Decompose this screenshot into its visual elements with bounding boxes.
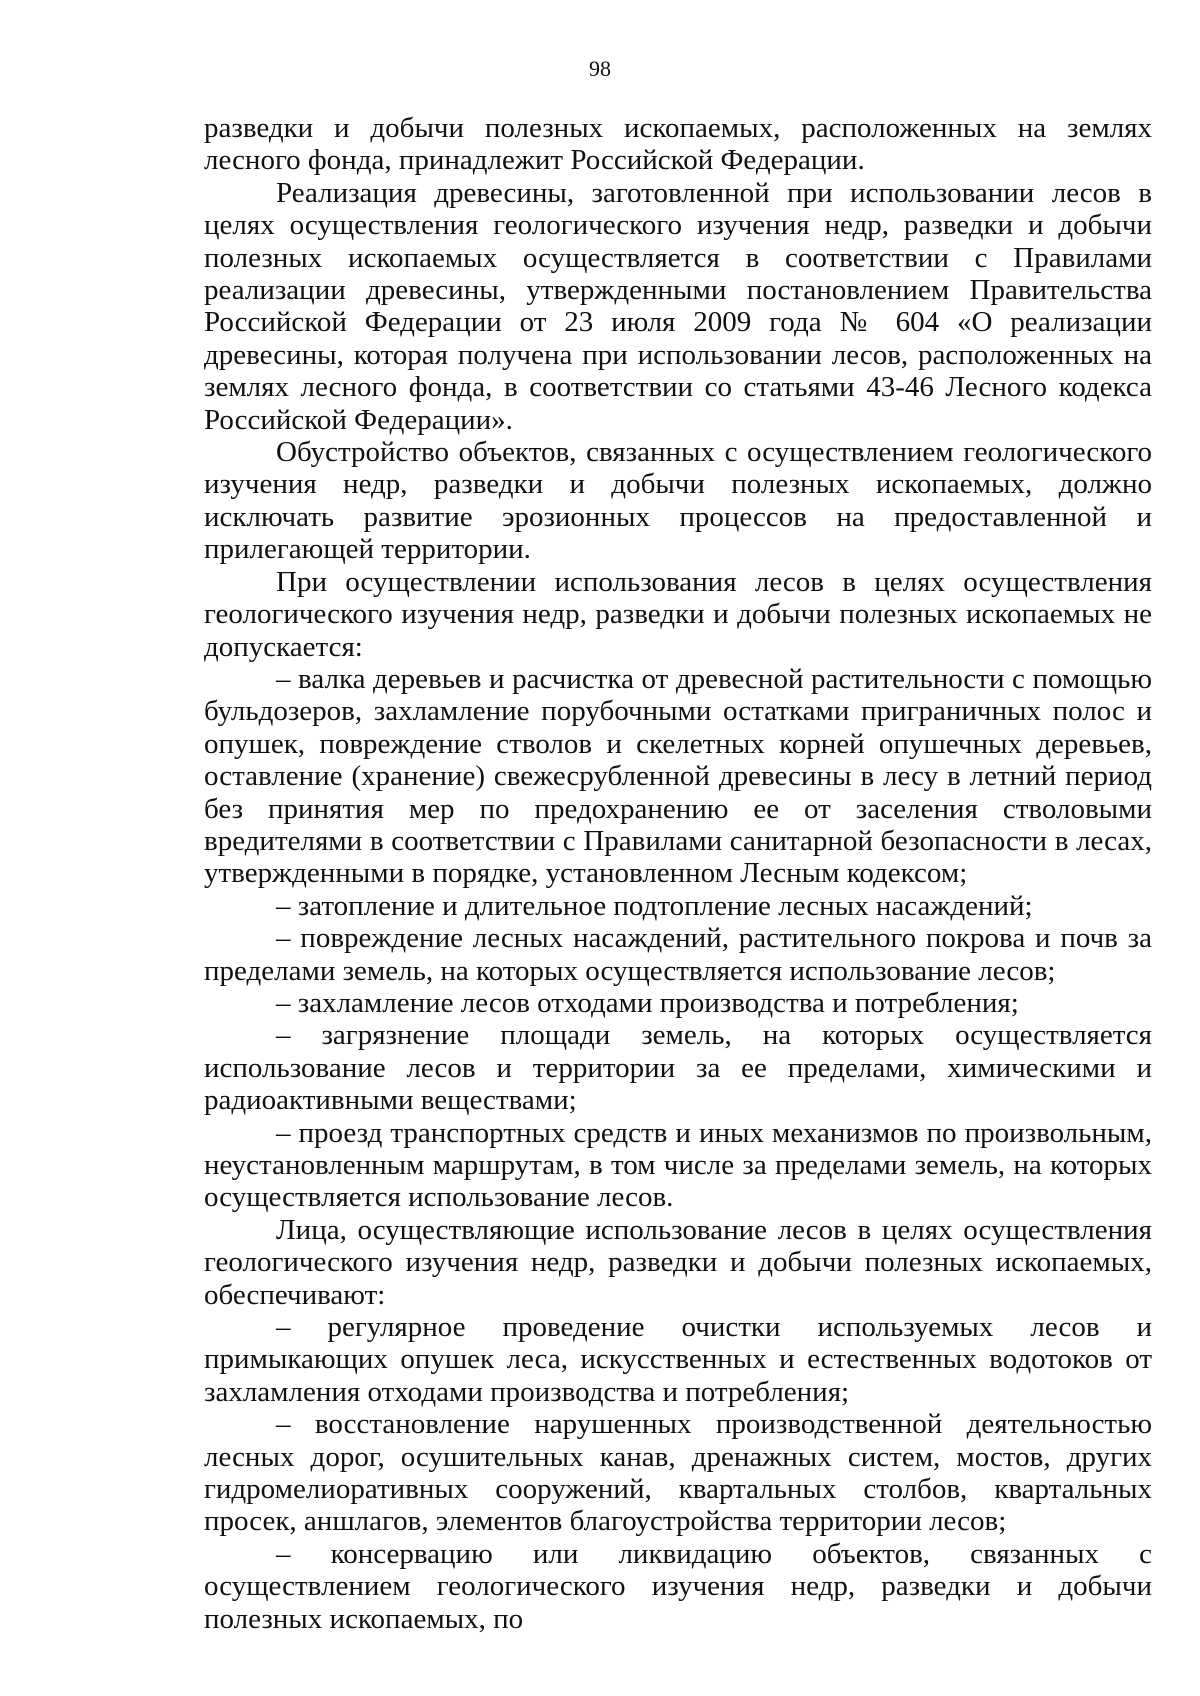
page-number: 98: [589, 56, 611, 81]
list-item-prohibition: – проезд транспортных средств и иных механизмов по произвольным, неустановленным маршрутам, в том числе за пределами земель, на которых осуществляется использование лесов.: [204, 1116, 1152, 1214]
list-item-prohibition: – захламление лесов отходами производства и потребления;: [276, 986, 1019, 1019]
list-item-prohibition: – загрязнение площади земель, на которых осуществляется использование лесов и территории за ее пределами, химическими и радиоактивными веществами;: [204, 1019, 1152, 1117]
list-item-obligation: – восстановление нарушенных производственной деятельностью лесных дорог, осушительных канав, дренажных систем, мостов, других гидромелиоративных сооружений, квартальных столбов, квартальных просек, аншлагов, элементов благоустройства территории лесов;: [204, 1408, 1152, 1538]
paragraph-prohibitions-intro: При осуществлении использования лесов в целях осуществления геологического изучения недр, разведки и добычи полезных ископаемых не допускается:: [204, 565, 1152, 663]
list-item-obligation: – регулярное проведение очистки используемых лесов и примыкающих опушек леса, искусственных и естественных водотоков от захламления отходами производства и потребления;: [204, 1311, 1152, 1408]
list-item-obligation: – консервацию или ликвидацию объектов, связанных с осуществлением геологического изучения недр, разведки и добычи полезных ископаемых, по: [204, 1537, 1152, 1635]
paragraph-site-arrangement: Обустройство объектов, связанных с осуществлением геологического изучения недр, разведки и добычи полезных ископаемых, должно исключать развитие эрозионных процессов на предоставленной и прилегающей территории.: [204, 436, 1152, 566]
paragraph-continuation: разведки и добычи полезных ископаемых, расположенных на землях лесного фонда, принадлежит Российской Федерации.: [204, 112, 1152, 177]
paragraph-timber-sale: Реализация древесины, заготовленной при использовании лесов в целях осуществления геологического изучения недр, разведки и добычи полезных ископаемых осуществляется в соответствии с Правилами реализации древесины, утвержденными постановлением Правительства Российской Федерации от 23 июля 2009 года № 604 «О реализации древесины, которая получена при использовании лесов, расположенных на землях лесного фонда, в соответствии со статьями 43-46 Лесного кодекса Российской Федерации».: [204, 176, 1152, 436]
list-item-prohibition: – валка деревьев и расчистка от древесной растительности с помощью бульдозеров, захламление порубочными остатками приграничных полос и опушек, повреждение стволов и скелетных корней опушечных деревьев, оставление (хранение) свежесрубленной древесины в лесу в летний период без принятия мер по предохранению ее от заселения стволовыми вредителями в соответствии с Правилами санитарной безопасности в лесах, утвержденными в порядке, установленном Лесным кодексом;: [204, 662, 1152, 890]
document-body: [204, 112, 1152, 1635]
list-item-prohibition: – повреждение лесных насаждений, растительного покрова и почв за пределами земель, на которых осуществляется использование лесов;: [204, 922, 1152, 987]
list-item-prohibition: – затопление и длительное подтопление лесных насаждений;: [276, 889, 1033, 922]
paragraph-obligations-intro: Лица, осуществляющие использование лесов в целях осуществления геологического изучения недр, разведки и добычи полезных ископаемых, обеспечивают:: [204, 1213, 1152, 1311]
